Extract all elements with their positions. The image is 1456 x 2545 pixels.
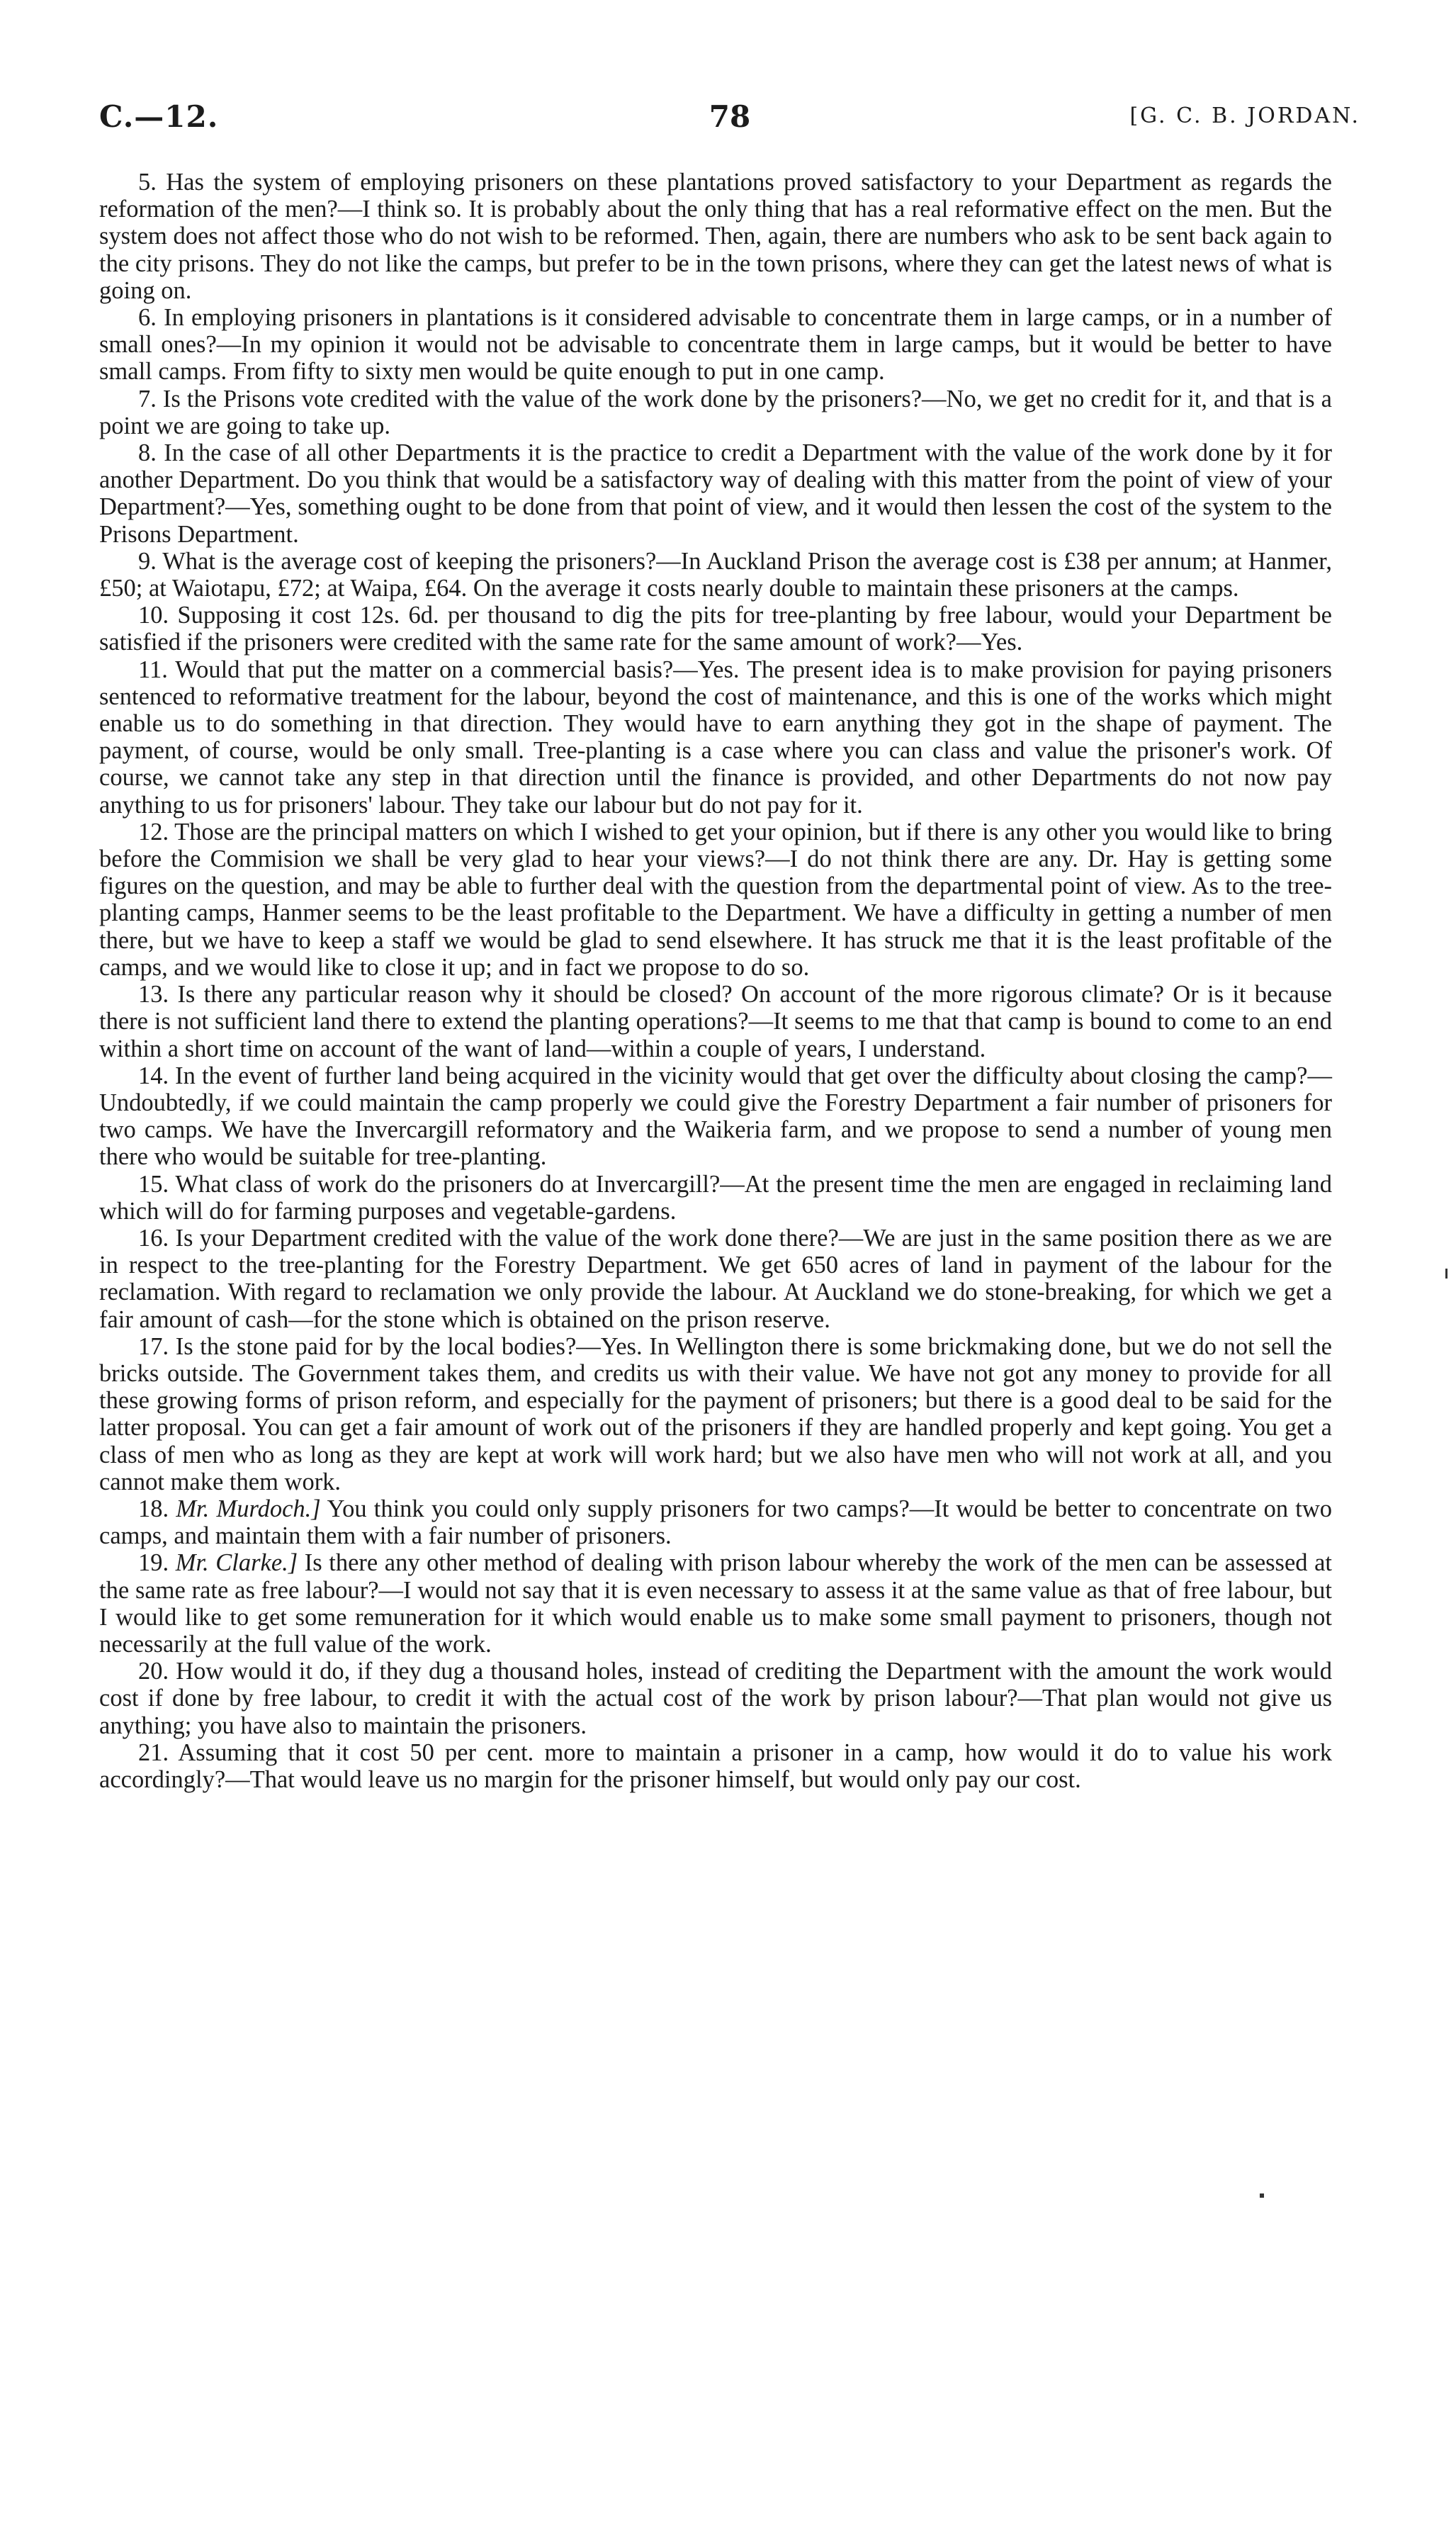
question-15: 15. What class of work do the prisoners do at Invercargill?—At the present time the men are engaged in reclaiming land which will do for farming purposes and vegetable-gardens. bbox=[99, 1170, 1332, 1225]
question-9: 9. What is the average cost of keeping the prisoners?—In Auckland Prison the average cost is £38 per annum; at Hanmer, £50; at Waiotapu, £72; at Waipa, £64. On the average it costs nearly double to maintain these prisoners at the camps. bbox=[99, 547, 1332, 602]
question-12: 12. Those are the principal matters on which I wished to get your opinion, but if there is any other you would like to bring before the Commision we shall be very glad to hear your views?—I do not think there are any. Dr. Hay is getting some figures on the question, and may be able to further deal with the question from the departmental point of view. As to the tree-planting camps, Hanmer seems to be the least profitable to the Department. We have a difficulty in getting a number of men there, but we have to keep a staff we would be glad to send elsewhere. It has struck me that it is the least profitable of the camps, and we would like to close it up; and in fact we propose to do so. bbox=[99, 818, 1332, 981]
question-number: 18. bbox=[138, 1495, 169, 1522]
question-20: 20. How would it do, if they dug a thousand holes, instead of crediting the Department with the amount the work would cost if done by free labour, to credit it with the actual cost of the work by prison labour?—That plan would not give us anything; you have also to maintain the prisoners. bbox=[99, 1658, 1332, 1739]
question-17: 17. Is the stone paid for by the local bodies?—Yes. In Wellington there is some brickmaking done, but we do not sell the bricks outside. The Government takes them, and credits us with their value. We have not got any money to provide for all these growing forms of prison reform, and especially for the payment of prisoners; but there is a good deal to be said for the latter proposal. You can get a fair amount of work out of the prisoners if they are handled properly and kept going. You get a class of men who as long as they are kept at work will work hard; but we also have men who will not work at all, and you cannot make them work. bbox=[99, 1332, 1332, 1495]
testimony-body bbox=[99, 169, 1332, 1793]
speaker-name: Mr. Murdoch.] bbox=[176, 1495, 321, 1522]
question-text: Is there any other method of dealing with prison labour whereby the work of the men can be assessed at the same rate as free labour?—I would not say that it is even necessary to assess it at the same value as that of free labour, but I would like to get some remuneration for it which would enable us to make some small payment to prisoners, though not necessarily at the full value of the work. bbox=[99, 1549, 1333, 1658]
witness-name: [G. C. B. JORDAN. bbox=[1129, 103, 1360, 128]
question-16: 16. Is your Department credited with the value of the work done there?—We are just in the same position there as we are in respect to the tree-planting for the Forestry Department. We get 650 acres of land in payment of the labour for the reclamation. With regard to reclamation we only provide the labour. At Auckland we do stone-breaking, for which we get a fair amount of cash—for the stone which is obtained on the prison reserve. bbox=[99, 1224, 1332, 1333]
page-header bbox=[99, 99, 1360, 142]
question-5: 5. Has the system of employing prisoners on these plantations proved satisfactory to your Department as regards the reformation of the men?—I think so. It is probably about the only thing that has a real reformative effect on the men. But the system does not affect those who do not wish to be reformed. Then, again, there are numbers who ask to be sent back again to the city prisons. They do not like the camps, but prefer to be in the town prisons, where they can get the latest news of what is going on. bbox=[99, 169, 1332, 304]
question-21: 21. Assuming that it cost 50 per cent. more to maintain a prisoner in a camp, how would it do to value his work accordingly?—That would leave us no margin for the prisoner himself, but would only pay our cost. bbox=[99, 1738, 1332, 1793]
question-text: You think you could only supply prisoners for two camps?—It would be better to concentrate on two camps, and maintain them with a fair number of prisoners. bbox=[99, 1495, 1333, 1550]
question-number: 19. bbox=[138, 1549, 169, 1577]
question-10: 10. Supposing it cost 12s. 6d. per thousand to dig the pits for tree-planting by free labour, would your Department be satisfied if the prisoners were credited with the same rate for the same amount of work?—Yes. bbox=[99, 602, 1332, 656]
margin-mark bbox=[1445, 1269, 1447, 1279]
paper-reference: C.—12. bbox=[99, 99, 219, 134]
question-18 bbox=[99, 1495, 1332, 1549]
page-number: 78 bbox=[709, 99, 751, 134]
question-7: 7. Is the Prisons vote credited with the value of the work done by the prisoners?—No, we get no credit for it, and that is a point we are going to take up. bbox=[99, 385, 1332, 439]
question-6: 6. In employing prisoners in plantations is it considered advisable to concentrate them in large camps, or in a number of small ones?—In my opinion it would not be advisable to concentrate them in large camps, but it would be better to have small camps. From fifty to sixty men would be quite enough to put in one camp. bbox=[99, 304, 1332, 386]
question-8: 8. In the case of all other Departments it is the practice to credit a Department with the value of the work done by it for another Department. Do you think that would be a satisfactory way of dealing with this matter from the point of view of your Department?—Yes, something ought to be done from that point of view, and it would then lessen the cost of the system to the Prisons Department. bbox=[99, 439, 1332, 548]
margin-dot bbox=[1260, 2193, 1264, 2198]
question-13: 13. Is there any particular reason why it should be closed? On account of the more rigorous climate? Or is it because there is not sufficient land there to extend the planting operations?—It seems to me that that camp is bound to come to an end within a short time on account of the want of land—within a couple of years, I understand. bbox=[99, 981, 1332, 1062]
question-14: 14. In the event of further land being acquired in the vicinity would that get over the difficulty about closing the camp?—Undoubtedly, if we could maintain the camp properly we could give the Forestry Department a fair number of prisoners for two camps. We have the Invercargill reformatory and the Waikeria farm, and we propose to send a number of young men there who would be suitable for tree-planting. bbox=[99, 1062, 1332, 1171]
speaker-name: Mr. Clarke.] bbox=[175, 1549, 298, 1577]
question-11: 11. Would that put the matter on a commercial basis?—Yes. The present idea is to make provision for paying prisoners sentenced to reformative treatment for the labour, beyond the cost of maintenance, and this is one of the works which might enable us to do something in that direction. They would have to earn anything they got in the shape of payment. The payment, of course, would be only small. Tree-planting is a case where you can class and value the prisoner's work. Of course, we cannot take any step in that direction until the finance is provided, and other Departments do not now pay anything to us for prisoners' labour. They take our labour but do not pay for it. bbox=[99, 656, 1332, 819]
question-19 bbox=[99, 1549, 1332, 1658]
